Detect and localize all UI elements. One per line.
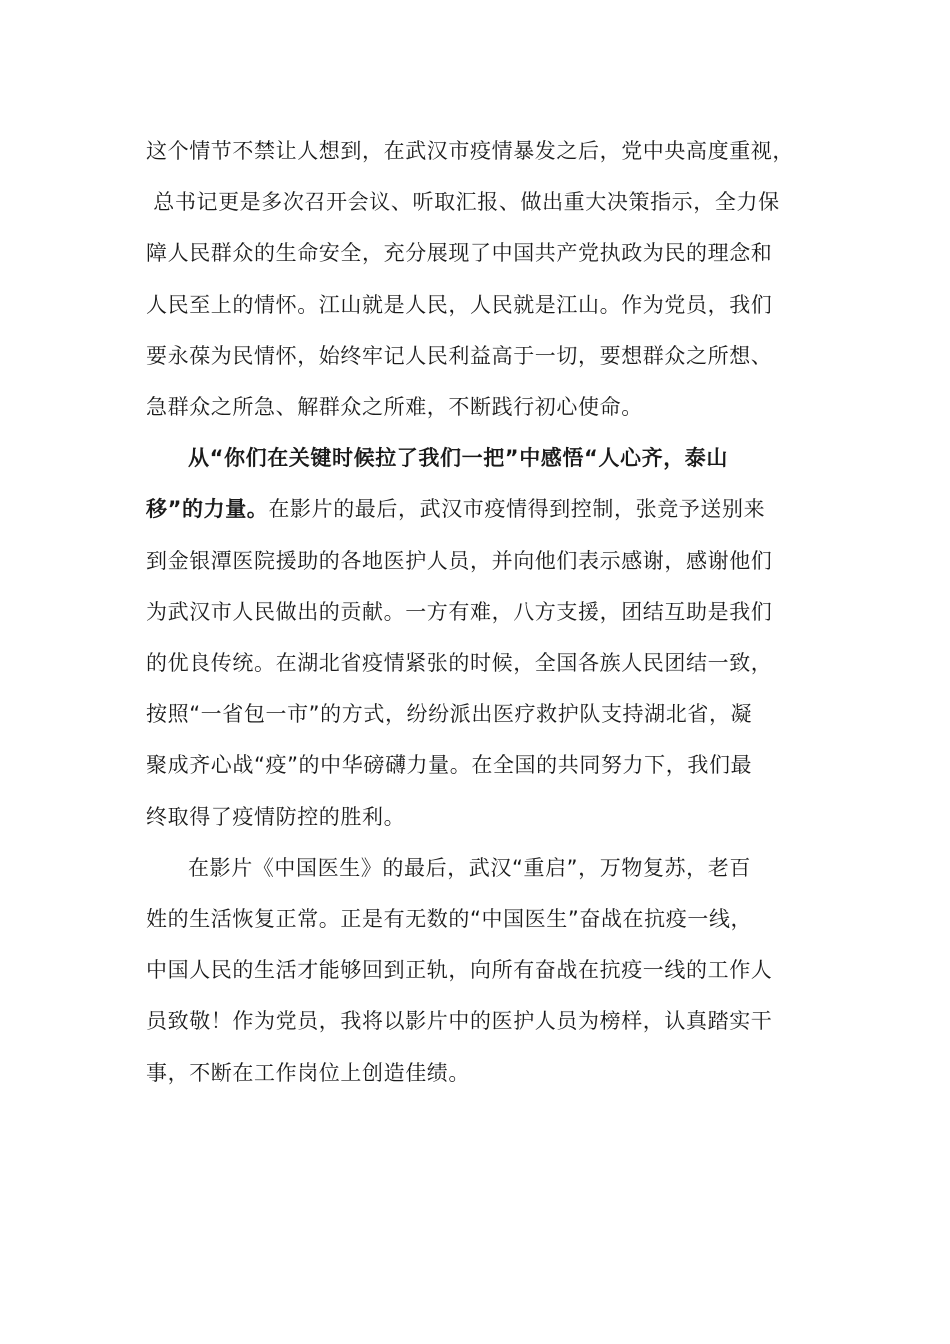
text-line: 这个情节不禁让人想到，在武汉市疫情暴发之后，党中央高度重视， bbox=[146, 139, 794, 163]
text-line: 在影片《中国医生》的最后，武汉“重启”，万物复苏，老百 bbox=[188, 855, 751, 880]
text-line bbox=[146, 484, 806, 535]
paragraph-1 bbox=[146, 126, 806, 433]
text-line: 按照“一省包一市”的方式，纷纷派出医疗救护队支持湖北省，凝 bbox=[146, 702, 753, 727]
text-line: 要永葆为民情怀，始终牢记人民利益高于一切，要想群众之所想、 bbox=[146, 343, 773, 368]
text-line: 聚成齐心战“疫”的中华磅礴力量。在全国的共同努力下，我们最 bbox=[146, 753, 753, 778]
paragraph-heading: 从“你们在关键时候拉了我们一把”中感悟“人心齐，泰山 bbox=[188, 446, 729, 471]
text-line: 事，不断在工作岗位上创造佳绩。 bbox=[146, 1060, 470, 1085]
text-line: 到金银潭医院援助的各地医护人员，并向他们表示感谢，感谢他们 bbox=[146, 548, 773, 573]
paragraph-3 bbox=[146, 843, 806, 1099]
paragraph-heading-tail: 移”的力量。 bbox=[146, 497, 269, 522]
text-line: 障人民群众的生命安全，充分展现了中国共产党执政为民的理念和 bbox=[146, 241, 773, 266]
text-line: 员致敬！作为党员，我将以影片中的医护人员为榜样，认真踏实干 bbox=[146, 1009, 773, 1034]
text-line: 人民至上的情怀。江山就是人民，人民就是江山。作为党员，我们 bbox=[146, 292, 773, 317]
paragraph-text: 在影片的最后，武汉市疫情得到控制，张竞予送别来 bbox=[268, 497, 766, 522]
text-line: 总书记更是多次召开会议、听取汇报、做出重大决策指示，全力保 bbox=[146, 190, 780, 215]
text-line: 姓的生活恢复正常。正是有无数的“中国医生”奋战在抗疫一线， bbox=[146, 907, 753, 932]
paragraph-heading-line bbox=[146, 433, 806, 484]
text-line: 中国人民的生活才能够回到正轨，向所有奋战在抗疫一线的工作人 bbox=[146, 958, 773, 983]
paragraph-2 bbox=[146, 433, 806, 843]
text-line: 终取得了疫情防控的胜利。 bbox=[146, 804, 406, 829]
text-line: 急群众之所急、解群众之所难，不断践行初心使命。 bbox=[146, 395, 643, 420]
document-body bbox=[146, 126, 806, 1099]
text-line: 为武汉市人民做出的贡献。一方有难，八方支援，团结互助是我们 bbox=[146, 599, 773, 624]
text-line: 的优良传统。在湖北省疫情紧张的时候，全国各族人民团结一致， bbox=[146, 651, 773, 676]
